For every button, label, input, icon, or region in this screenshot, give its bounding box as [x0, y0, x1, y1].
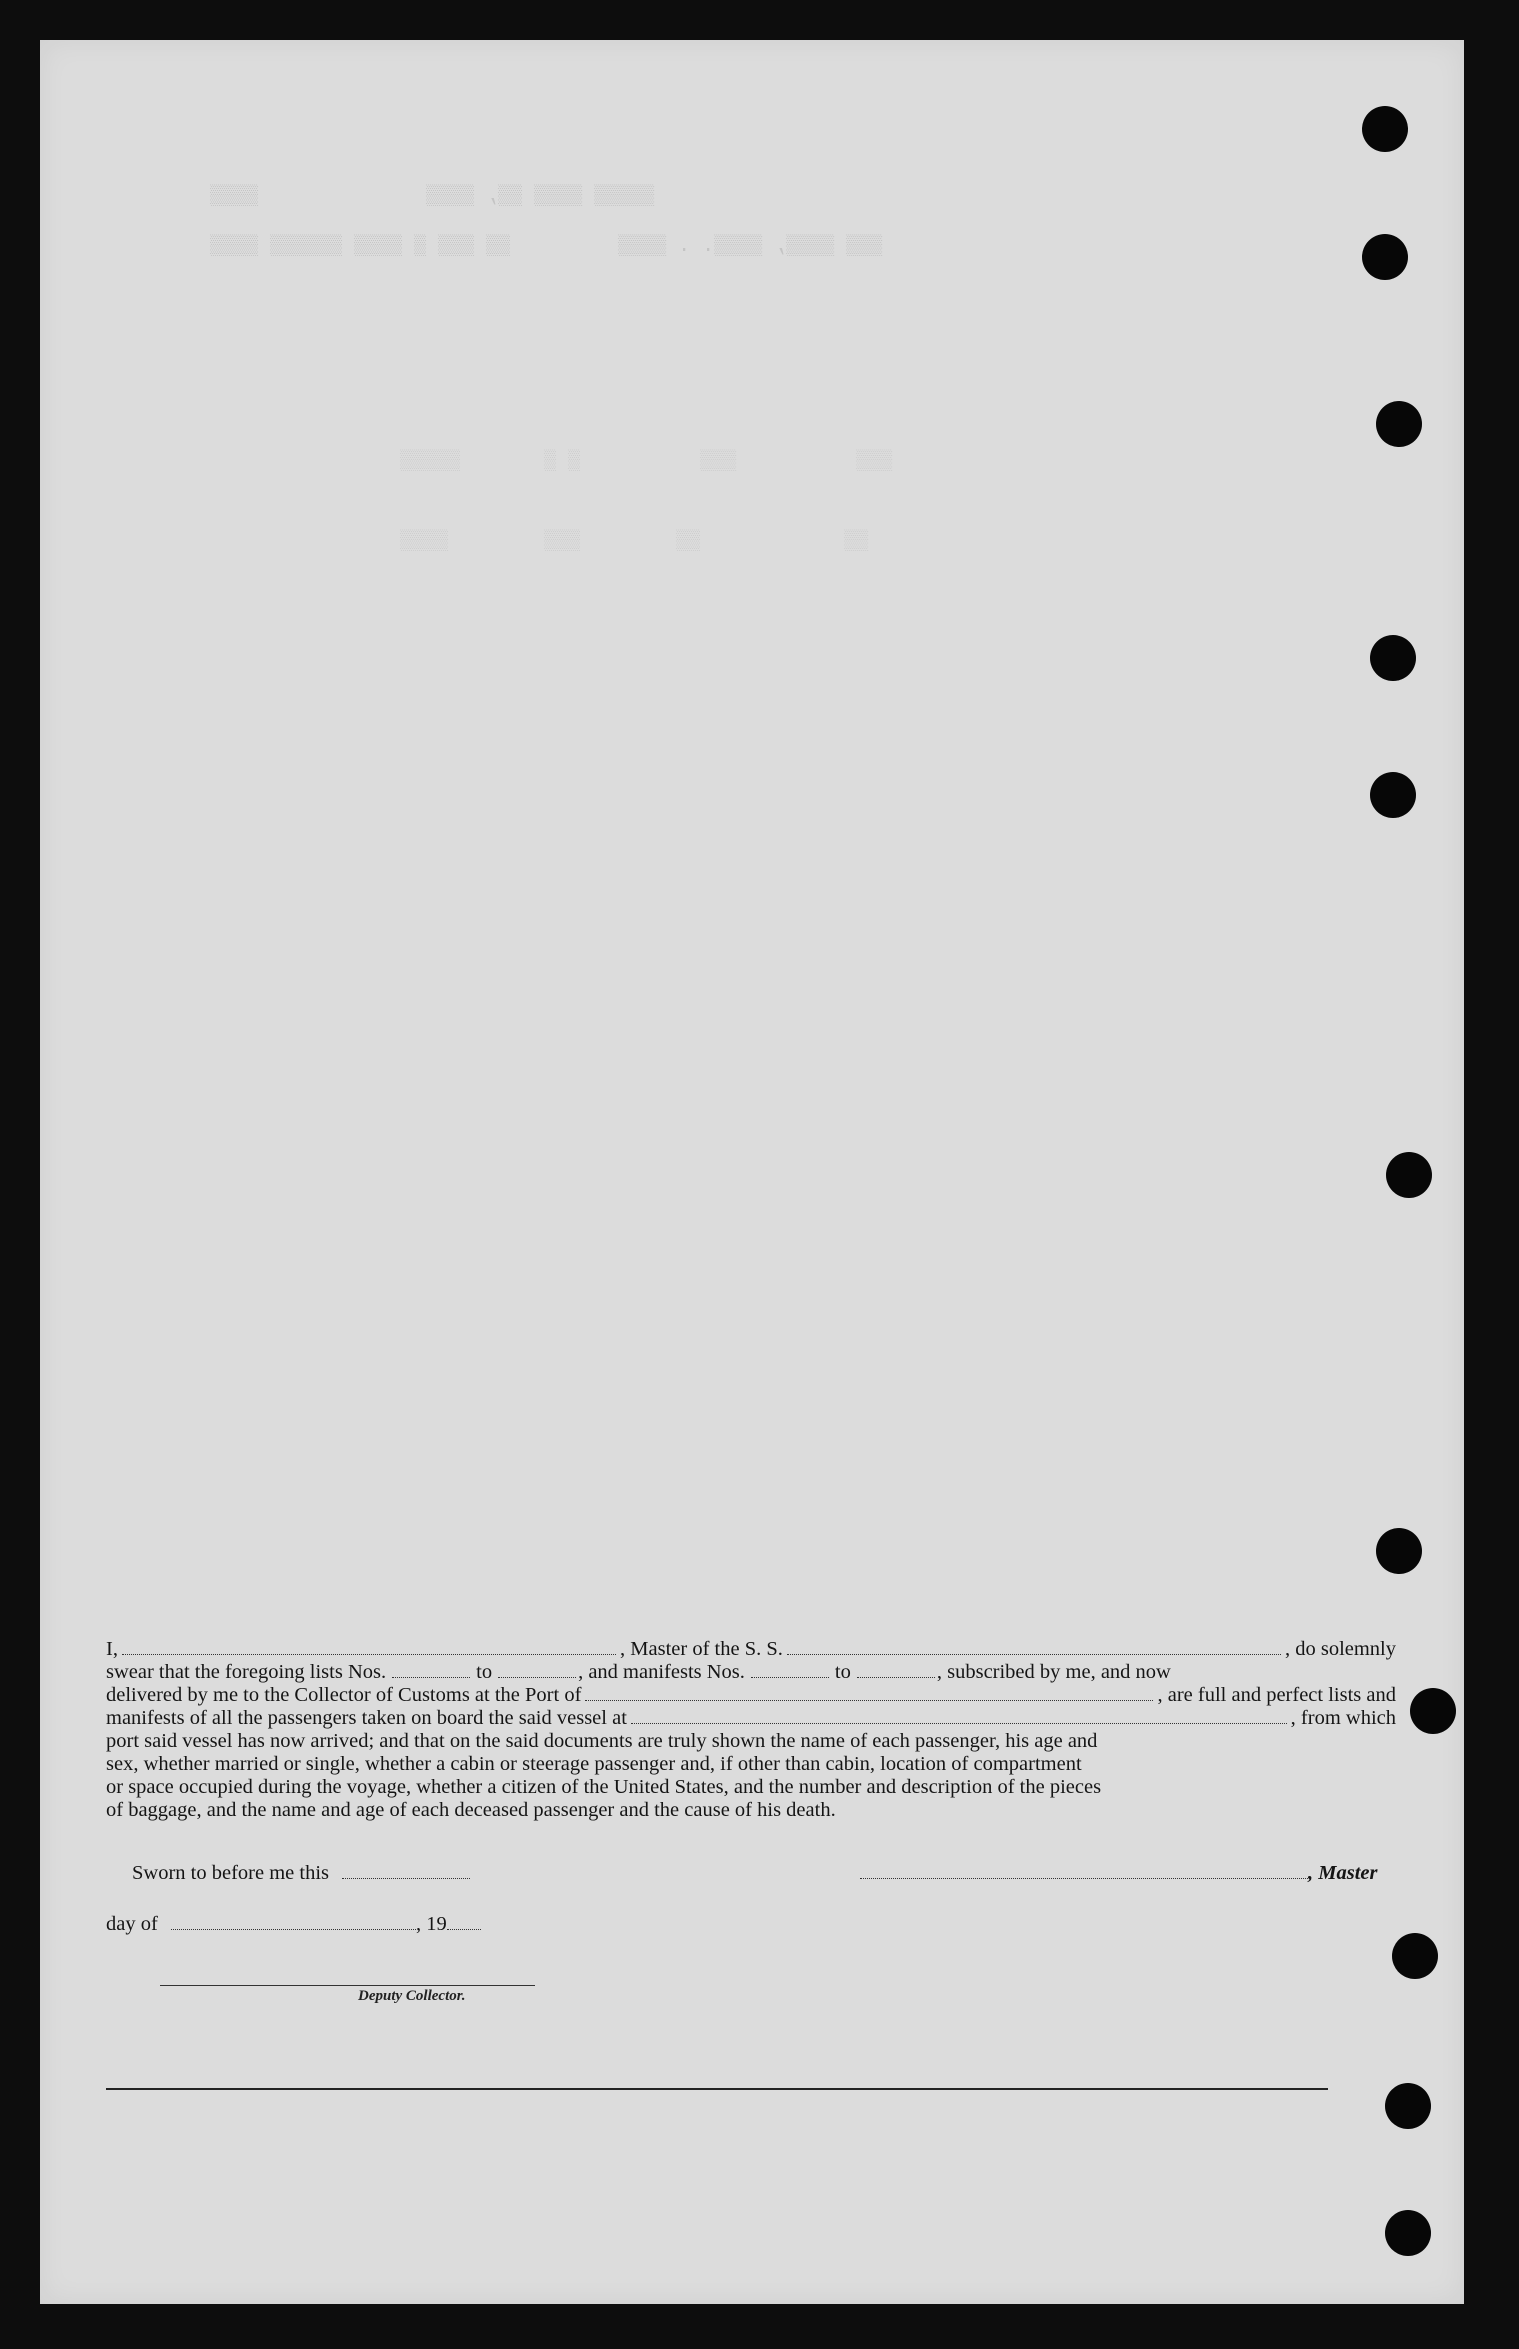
- oath-line-5: [106, 1730, 1396, 1753]
- punch-hole: [1362, 106, 1408, 152]
- departure-port-blank[interactable]: [631, 1708, 1287, 1724]
- oath-text: I,: [106, 1638, 118, 1660]
- list-to-blank[interactable]: [498, 1662, 576, 1678]
- punch-hole: [1410, 1688, 1456, 1734]
- oath-text: port said vessel has now arrived; and that on the said documents are truly shown the name of each passenger, his age and: [106, 1730, 1098, 1752]
- list-from-blank[interactable]: [392, 1662, 470, 1678]
- oath-text: , Master of the S. S.: [620, 1638, 783, 1660]
- oath-line-7: [106, 1776, 1396, 1799]
- deputy-collector-label: Deputy Collector.: [358, 1988, 466, 2004]
- oath-text: delivered by me to the Collector of Customs at the Port of: [106, 1684, 582, 1706]
- vessel-name-blank[interactable]: [787, 1639, 1281, 1655]
- punch-hole: [1376, 401, 1422, 447]
- oath-text: , from which: [1290, 1707, 1396, 1729]
- oath-line-4: [106, 1707, 1396, 1730]
- oath-line-3: [106, 1684, 1396, 1707]
- oath-line-1: [106, 1638, 1396, 1661]
- year-prefix: , 19: [415, 1913, 447, 1935]
- oath-text: to: [834, 1661, 851, 1683]
- deputy-signature-line[interactable]: [160, 1985, 535, 1986]
- month-blank[interactable]: [171, 1914, 416, 1930]
- punch-hole: [1392, 1933, 1438, 1979]
- bleed-through-text: ▒▒▒▒▒ ▒▒▒▒ ▒▒, ▒▒▒▒ ▒▒▒▒: [210, 185, 655, 208]
- bleed-through-text: ▒▒▒ ▒▒▒▒, ▒▒▒▒. . ▒▒▒▒ ▒▒ ▒▒▒ ▒ ▒▒▒▒ ▒▒▒▒▒▒ ▒▒▒▒: [210, 235, 883, 258]
- oath-text: sex, whether married or single, whether a cabin or steerage passenger and, if other than cabin, location of compartment: [106, 1753, 1082, 1775]
- punch-hole: [1362, 234, 1408, 280]
- document-page: [40, 40, 1464, 2304]
- oath-text: , and manifests Nos.: [578, 1661, 745, 1683]
- bleed-through-text: ▒▒▒ ▒▒▒ ▒ ▒ ▒▒▒▒▒: [400, 450, 893, 473]
- sworn-day-blank[interactable]: [342, 1863, 470, 1879]
- bottom-rule: [106, 2088, 1328, 2090]
- master-name-blank[interactable]: [122, 1639, 616, 1655]
- sworn-line: [132, 1862, 470, 1885]
- oath-line-2: [106, 1661, 1396, 1684]
- oath-text: , are full and perfect lists and: [1157, 1684, 1396, 1706]
- oath-line-6: [106, 1753, 1396, 1776]
- master-signature-line: [860, 1862, 1377, 1885]
- port-blank[interactable]: [585, 1685, 1153, 1701]
- punch-hole: [1385, 2210, 1431, 2256]
- punch-hole: [1386, 1152, 1432, 1198]
- punch-hole: [1376, 1528, 1422, 1574]
- oath-text: or space occupied during the voyage, whether a citizen of the United States, and the number and description of the pieces: [106, 1776, 1102, 1798]
- punch-hole: [1370, 772, 1416, 818]
- day-of-label: day of: [106, 1913, 158, 1935]
- sworn-label: Sworn to before me this: [132, 1862, 329, 1884]
- oath-text: swear that the foregoing lists Nos.: [106, 1661, 387, 1683]
- manifest-from-blank[interactable]: [751, 1662, 829, 1678]
- punch-hole: [1385, 2083, 1431, 2129]
- punch-hole: [1370, 635, 1416, 681]
- master-signature-blank[interactable]: [860, 1863, 1308, 1879]
- oath-text: to: [476, 1661, 493, 1683]
- oath-text: , subscribed by me, and now: [936, 1661, 1171, 1683]
- oath-text: of baggage, and the name and age of each deceased passenger and the cause of his death.: [106, 1799, 836, 1821]
- bleed-through-text: ▒▒ ▒▒ ▒▒▒ ▒▒▒▒: [400, 530, 869, 553]
- manifest-to-blank[interactable]: [857, 1662, 935, 1678]
- oath-text: manifests of all the passengers taken on board the said vessel at: [106, 1707, 627, 1729]
- oath-text: , do solemnly: [1284, 1638, 1397, 1660]
- master-oath-paragraph: [106, 1638, 1396, 1822]
- year-blank[interactable]: [447, 1914, 481, 1930]
- day-of-line: [106, 1913, 481, 1936]
- oath-line-8: [106, 1799, 1396, 1822]
- master-label: , Master: [1308, 1862, 1378, 1884]
